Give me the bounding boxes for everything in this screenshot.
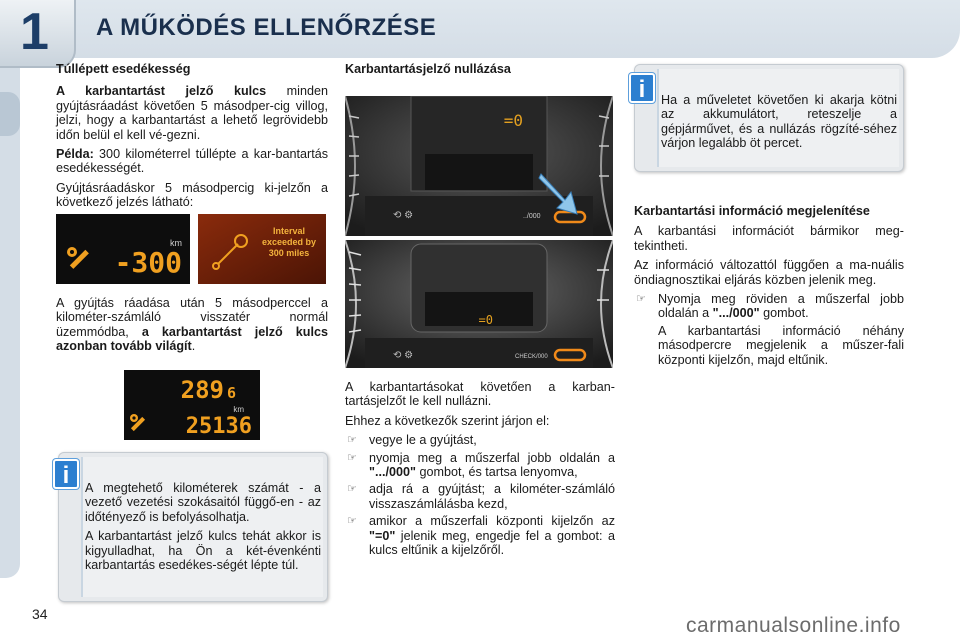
page-number: 34 [32,606,48,622]
pointing-hand-icon: ☞ [347,515,357,528]
cluster1-button-label: ../000 [523,213,541,220]
return-normal-end: . [191,339,196,354]
step-text: jelenik meg, engedje fel a gombot: a kulcs eltűnik a kijelzőről. [369,528,615,558]
odometer-top-decimal: 6 [226,384,236,402]
overdue-bold: A karbantartást jelző kulcs [56,84,267,99]
display-km-image [56,214,190,284]
odometer-image [124,370,260,440]
side-strip [0,68,20,578]
odometer-unit: km [233,405,244,414]
info-left-para2: A karbantartást jelző kulcs tehát akkor is kigyulladhat, ha Ön a két-évenkénti karbantartás esedékes-ségét lépte túl. [85,529,321,573]
step-bold: ".../000" [369,465,416,480]
cluster1-reading: =0 [503,111,523,130]
info-steps-list [634,292,904,321]
reset-intro-paragraph: A karbantartásokat követően a karban-tartásjelzőt le kell nullázni. [345,380,615,409]
example-label: Példa: [56,147,94,162]
cluster2-button-label: CHECK/000 [515,354,548,360]
pointing-hand-icon: ☞ [636,293,646,306]
odometer-bottom-value: 25136 [185,414,252,439]
display-km-value: -300 [114,246,182,279]
side-notch [0,92,20,136]
cluster2-left-icon: ⟲ ⚙ [393,350,414,361]
step-text: nyomja meg a műszerfal jobb oldalán a [369,450,615,465]
info-paragraph-2: Az információ változattól függően a ma-nuális öndiagnosztikai eljárás közben jelenik meg. [634,258,904,287]
odometer-top-value: 289 [180,376,224,404]
step-text: gombot. [759,306,809,321]
pointing-hand-icon: ☞ [347,434,357,447]
ignition-paragraph: Gyújtásráadáskor 5 másodpercig ki-jelzőn a következő jelzés látható: [56,180,328,210]
page-title: A MŰKÖDÉS ELLENŐRZÉSE [96,14,437,41]
step-bold: "=0" [369,528,396,543]
odometer-svg [124,370,260,440]
cluster-photo-1-svg [345,96,613,236]
display-km-svg [56,214,190,284]
list-item [634,292,904,321]
info-box-left-text [85,481,321,577]
cluster-photo-2 [345,240,613,368]
step-text: gombot, és tartsa lenyomva, [415,465,578,480]
left-column [56,62,328,215]
section-heading-info: Karbantartási információ megjelenítése [634,204,870,218]
cluster-photo-2-svg [345,240,613,368]
step-text: vegye le a gyújtást, [369,433,477,448]
display-km-unit: km [170,238,182,248]
example-paragraph [56,147,328,176]
step-text: adja rá a gyújtást; a kilométer-számláló visszaszámlálásba kezd, [369,482,615,511]
cluster2-reading: =0 [478,313,493,327]
chapter-number: 1 [20,3,49,61]
section-heading-reset: Karbantartásjelző nullázása [345,62,511,76]
info-box-left [58,452,328,602]
reset-steps-list [345,433,615,557]
pointing-hand-icon: ☞ [347,451,357,464]
list-item [345,514,615,557]
step-bold: ".../000" [712,306,760,321]
cluster-photo-1 [345,96,613,236]
cluster1-left-icon: ⟲ ⚙ [393,210,414,221]
watermark: carmanualsonline.info [686,614,901,637]
info-icon: i [53,459,79,489]
left-column-lower [56,296,328,359]
example-text: 300 kilométerrel túllépte a kar-bantartás esedékességét. [56,147,328,176]
list-item [345,482,615,511]
info-followup: A karbantartási információ néhány másodpercre megjelenik a műszer-fali központi kijelzőn, majd eltűnik. [658,323,904,367]
step-text: Nyomja meg röviden a műszerfal jobb oldalán a [658,292,904,321]
pointing-hand-icon: ☞ [347,483,357,496]
display-miles-image [198,214,326,284]
middle-column-head [345,62,615,84]
chapter-tab [0,0,76,68]
list-item [345,451,615,480]
info-paragraph-1: A karbantási információt bármikor meg-tekintheti. [634,224,904,253]
section-heading-overdue: Túllépett esedékesség [56,62,191,76]
step-text: amikor a műszerfali központi kijelzőn az [369,514,615,529]
info-icon: i [629,73,655,103]
info-left-para1: A megtehető kilométerek számát - a vezető vezetési szokásaitól függő-en - az időtényező is befolyásolhatja. [85,481,321,524]
info-right-text: Ha a műveletet követően ki akarja kötni az akkumulátort, reteszelje a gépjárművet, és a nullázás rögzíté-séhez várjon legalább öt percet. [661,93,897,151]
middle-column-body [345,380,615,560]
return-normal-bold: a karbantartást jelző kulcs azonban tovább világít [56,324,328,354]
display-miles-svg [198,214,326,284]
return-normal-text: A gyújtás ráadása után 5 másodperccel a kilométer-számláló visszatér normál üzemmódba, [56,296,328,339]
list-item [345,433,615,447]
reset-steps-intro: Ehhez a következők szerint járjon el: [345,413,550,428]
overdue-paragraph [56,84,328,142]
return-normal-paragraph [56,296,328,354]
right-column [634,204,904,372]
info-box-right-text [661,93,897,156]
display-miles-text: Interval exceeded by 300 miles [261,226,317,258]
overdue-text: minden gyújtásráadást követően 5 másodper-cig villog, jelzi, hogy a karbantartást a lehető legrövidebb időn belül el kell vé-gezni. [56,84,328,142]
info-box-right [634,64,904,172]
